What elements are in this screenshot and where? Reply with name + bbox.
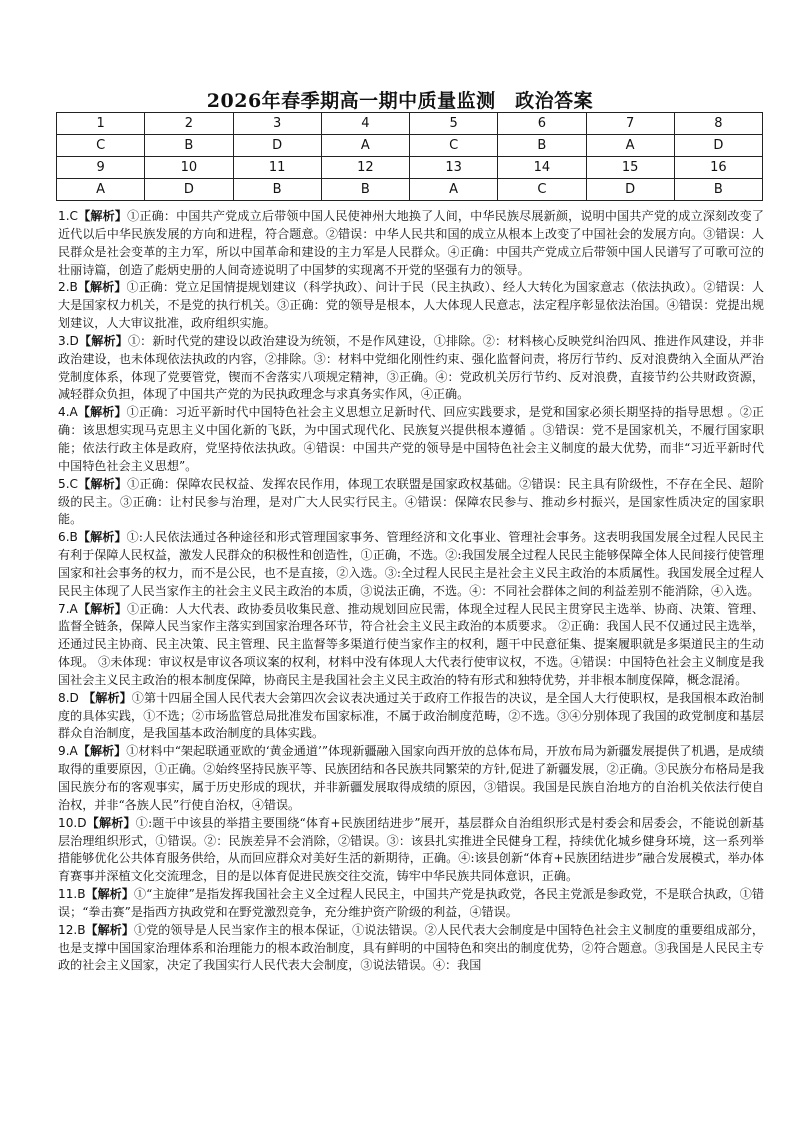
- answer-cell: A: [321, 135, 409, 157]
- analysis-text: ①第十四届全国人民代表大会第四次会议表决通过关于政府工作报告的决议，是全国人大行使职权，是我国根本政治制度的具体实践，①不选；②市场监管总局批准发布国家标准，不属于政治制度范畴，②不选。③④分别体现了我国的政党制度和基层群众自治制度，是我国基本政治制度的具体实践。: [58, 690, 764, 741]
- analysis-tag: 【解析】: [85, 922, 135, 937]
- answer-cell: C: [410, 135, 498, 157]
- analysis-tag: 【解析】: [77, 530, 127, 545]
- answer-cell: B: [145, 135, 233, 157]
- question-number-cell: 14: [498, 157, 586, 179]
- analysis-tag: 【解析】: [85, 887, 134, 902]
- question-number-cell: 5: [410, 113, 498, 135]
- question-number-cell: 12: [321, 157, 409, 179]
- question-number-row: [57, 113, 763, 135]
- analysis-tag: 【解析】: [86, 815, 136, 830]
- analysis-tag: 【解析】: [77, 744, 127, 759]
- analysis-tag: 【解析】: [77, 601, 127, 616]
- analysis-text: ①正确：习近平新时代中国特色社会主义思想立足新时代、回应实践要求，是党和国家必须长期坚持的指导思想 。②正确：该思想实现马克思主义中国化新的飞跃，为中国式现代化、民族复兴提供根本遵循 。③错误：党不是国家机关，不履行国家职能；依法行政主体是政府，党坚持依法执政。④错误：中国共产党的领导是中国特色社会主义制度的最大优势，而非“习近平新时代中国特色社会主义思想”。: [58, 405, 764, 473]
- answer-label: 7.A: [58, 601, 78, 616]
- question-number-cell: 11: [233, 157, 321, 179]
- answer-label: 4.A: [58, 405, 78, 420]
- question-number-cell: 7: [586, 113, 674, 135]
- analysis-text: ①:人民依法通过各种途径和形式管理国家事务、管理经济和文化事业、管理社会事务。这表明我国发展全过程人民民主有利于保障人民权益，激发人民群众的积极性和创造性，①正确，不选。②:我国发展全过程人民民主能够保障全体人民间接行使管理国家和社会事务的权力，而不是公民，也不是直接，②入选。③:全过程人民民主是社会主义民主政治的本质属性。我国发展全过程人民民主体现了人民当家作主的社会主义民主政治的本质，③说法正确，不选。④：不同社会群体之间的利益差别不能消除，④入选。: [58, 530, 764, 598]
- answer-cell: C: [57, 135, 145, 157]
- answer-cell: B: [321, 179, 409, 201]
- answer-cell: A: [410, 179, 498, 201]
- answer-cell: A: [57, 179, 145, 201]
- answer-cell: A: [586, 135, 674, 157]
- analysis-tag: 【解析】: [78, 333, 128, 348]
- analysis-text: ①正确：人大代表、政协委员收集民意、推动规划回应民需，体现全过程人民民主贯穿民主选举、协商、决策、管理、监督全链条，保障人民当家作主落实到国家治理各环节，符合社会主义民主政治的本质要求。 ②正确：我国人民不仅通过民主选举，还通过民主协商、民主决策、民主管理、民主监督等多渠道行使当家作主的权利，题干中民意征集、提案履职就是多渠道民主的生动体现。 ③未体现：审议权是审议各项议案的权利，材料中没有体现人大代表行使审议权，不选。④错误：中国特色社会主义制度是我国社会主义民主政治的根本制度保障，协商民主是我国社会主义民主政治的特有形式和独特优势，并非根本制度保障，概念混淆。: [58, 601, 764, 687]
- question-number-cell: 10: [145, 157, 233, 179]
- answer-cell: C: [498, 179, 586, 201]
- analysis-item: [58, 690, 764, 744]
- analysis-tag: 【解析】: [77, 476, 128, 491]
- analysis-item: [58, 815, 764, 886]
- answer-label: 10.D: [58, 815, 87, 830]
- answer-label: 6.B: [58, 530, 78, 545]
- question-number-cell: 8: [674, 113, 762, 135]
- analysis-item: [58, 743, 764, 814]
- question-number-cell: 16: [674, 157, 762, 179]
- page-title: 2026年春季期高一期中质量监测 政治答案: [206, 90, 594, 112]
- analysis-text: ①材料中“架起联通亚欧的‘黄金通道’”体现新疆融入国家向西开放的总体布局，开放布局为新疆发展提供了机遇，是成绩取得的重要原因，①正确。②始终坚持民族平等、民族团结和各民族共同繁荣的方针,促进了新疆发展，②正确。③民族分布格局是我国民族分布的客观事实，属于历史形成的现状，并非新疆发展取得成绩的原因，③错误。我国是民族自治地方的自治机关依法行使自治权，并非“各族人民”行使自治权，④错误。: [58, 744, 764, 812]
- answer-label: 2.B: [58, 280, 78, 295]
- answer-cell: D: [233, 135, 321, 157]
- analysis-item: [58, 208, 764, 279]
- analysis-item: [58, 476, 764, 530]
- analysis-item: [58, 601, 764, 690]
- question-number-cell: 4: [321, 113, 409, 135]
- analysis-item: [58, 529, 764, 600]
- question-number-cell: 15: [586, 157, 674, 179]
- analysis-text: ①党的领导是人民当家作主的根本保证，①说法错误。②人民代表大会制度是中国特色社会主义制度的重要组成部分，也是支撑中国国家治理体系和治理能力的根本政治制度，具有鲜明的中国特色和突出的制度优势，②符合题意。③我国是人民民主专政的社会主义国家，决定了我国实行人民代表大会制度，③说法错误。④：我国: [58, 922, 764, 973]
- answer-row: [57, 179, 763, 201]
- answer-label: 8.D: [58, 690, 79, 705]
- answer-label: 3.D: [58, 333, 79, 348]
- analysis-tag: 【解析】: [78, 690, 132, 705]
- analysis-text: ①正确：中国共产党成立后带领中国人民使神州大地换了人间，中华民族尽展新颜，说明中国共产党的成立深刻改变了近代以后中华民族发展的方向和进程，符合题意。②错误：中华人民共和国的成立从根本上改变了中国社会的发展方向。③错误：人民群众是社会变革的主力军，所以中国革命和建设的主力军是人民群众。④正确：中国共产党成立后带领中国人民谱写了可歌可泣的壮丽诗篇，创造了彪炳史册的人间奇迹说明了中国梦的实现离不开党的坚强有力的领导。: [58, 209, 764, 277]
- question-number-row: [57, 157, 763, 179]
- answer-cell: B: [233, 179, 321, 201]
- answer-cell: D: [674, 135, 762, 157]
- analysis-item: [58, 886, 764, 922]
- analysis-item: [58, 404, 764, 475]
- question-number-cell: 13: [410, 157, 498, 179]
- question-number-cell: 9: [57, 157, 145, 179]
- analysis-text: ①正确：党立足国情提规划建议（科学执政）、问计于民（民主执政）、经人大转化为国家意志（依法执政）。②错误：人大是国家权力机关，不是党的执行机关。③正确：党的领导是根本，人大体现人民意志，法定程序彰显依法治国。④错误：党提出规划建议，人大审议批准，政府组织实施。: [58, 280, 764, 331]
- answer-row: [57, 135, 763, 157]
- answer-label: 12.B: [58, 922, 86, 937]
- question-number-cell: 3: [233, 113, 321, 135]
- analysis-item: [58, 922, 764, 976]
- analysis-tag: 【解析】: [77, 405, 127, 420]
- question-number-cell: 6: [498, 113, 586, 135]
- analysis-item: [58, 333, 764, 404]
- answer-label: 1.C: [58, 209, 78, 223]
- answer-cell: D: [586, 179, 674, 201]
- question-number-cell: 2: [145, 113, 233, 135]
- analysis-tag: 【解析】: [77, 280, 127, 295]
- question-number-cell: 1: [57, 113, 145, 135]
- answer-cell: B: [674, 179, 762, 201]
- answer-cell: D: [145, 179, 233, 201]
- analysis-text: ①:题干中该县的举措主要围绕“体育+民族团结进步”展开，基层群众自治组织形式是村委会和居委会，不能说创新基层治理组织形式，①错误。②：民族差异不会消除，②错误。③：该县扎实推进全民健身工程，持续优化城乡健身环境，这一系列举措能够优化公共体育服务供给，从而回应群众对美好生活的新期待，正确。④:该县创新“体育+民族团结进步”融合发展模式，举办体育赛事并深植文化交流理念，目的是以体育促进民族交往交流，铸牢中华民族共同体意识，正确。: [58, 815, 764, 884]
- answer-key-table: [56, 112, 763, 201]
- answer-label: 11.B: [58, 887, 86, 902]
- analysis-text: ①：新时代党的建设以政治建设为统领，不是作风建设，①排除。②：材料核心反映党纠治四风、推进作风建设，并非政治建设，也未体现依法执政的内容，②排除。③：材料中党细化刚性约束、强化监督问责，将厉行节约、反对浪费纳入全面从严治党制度体系，体现了党要管党，锲而不舍落实八项规定精神，③正确。④：党政机关厉行节约、反对浪费，直接节约公共财政资源，减轻群众负担，体现了中国共产党的为民执政理念与求真务实作风，④正确。: [58, 333, 764, 402]
- analysis-tag: 【解析】: [77, 209, 128, 223]
- answer-label: 9.A: [58, 744, 78, 759]
- analysis-section: [58, 208, 764, 975]
- analysis-text: ①“主旋律”是指发挥我国社会主义全过程人民民主，中国共产党是执政党，各民主党派是参政党，不是联合执政，①错误；“拳击赛”是指西方执政党和在野党激烈竞争，充分维护资产阶级的利益，④错误。: [58, 887, 764, 919]
- answer-label: 5.C: [58, 476, 78, 491]
- analysis-text: ①正确：保障农民权益、发挥农民作用，体现工农联盟是国家政权基础。②错误：民主具有阶级性，不存在全民、超阶级的民主。③正确：让村民参与治理，是对广大人民实行民主。④错误：保障农民参与、推动乡村振兴，是国家性质决定的国家职能。: [58, 476, 764, 527]
- answer-cell: B: [498, 135, 586, 157]
- analysis-item: [58, 279, 764, 333]
